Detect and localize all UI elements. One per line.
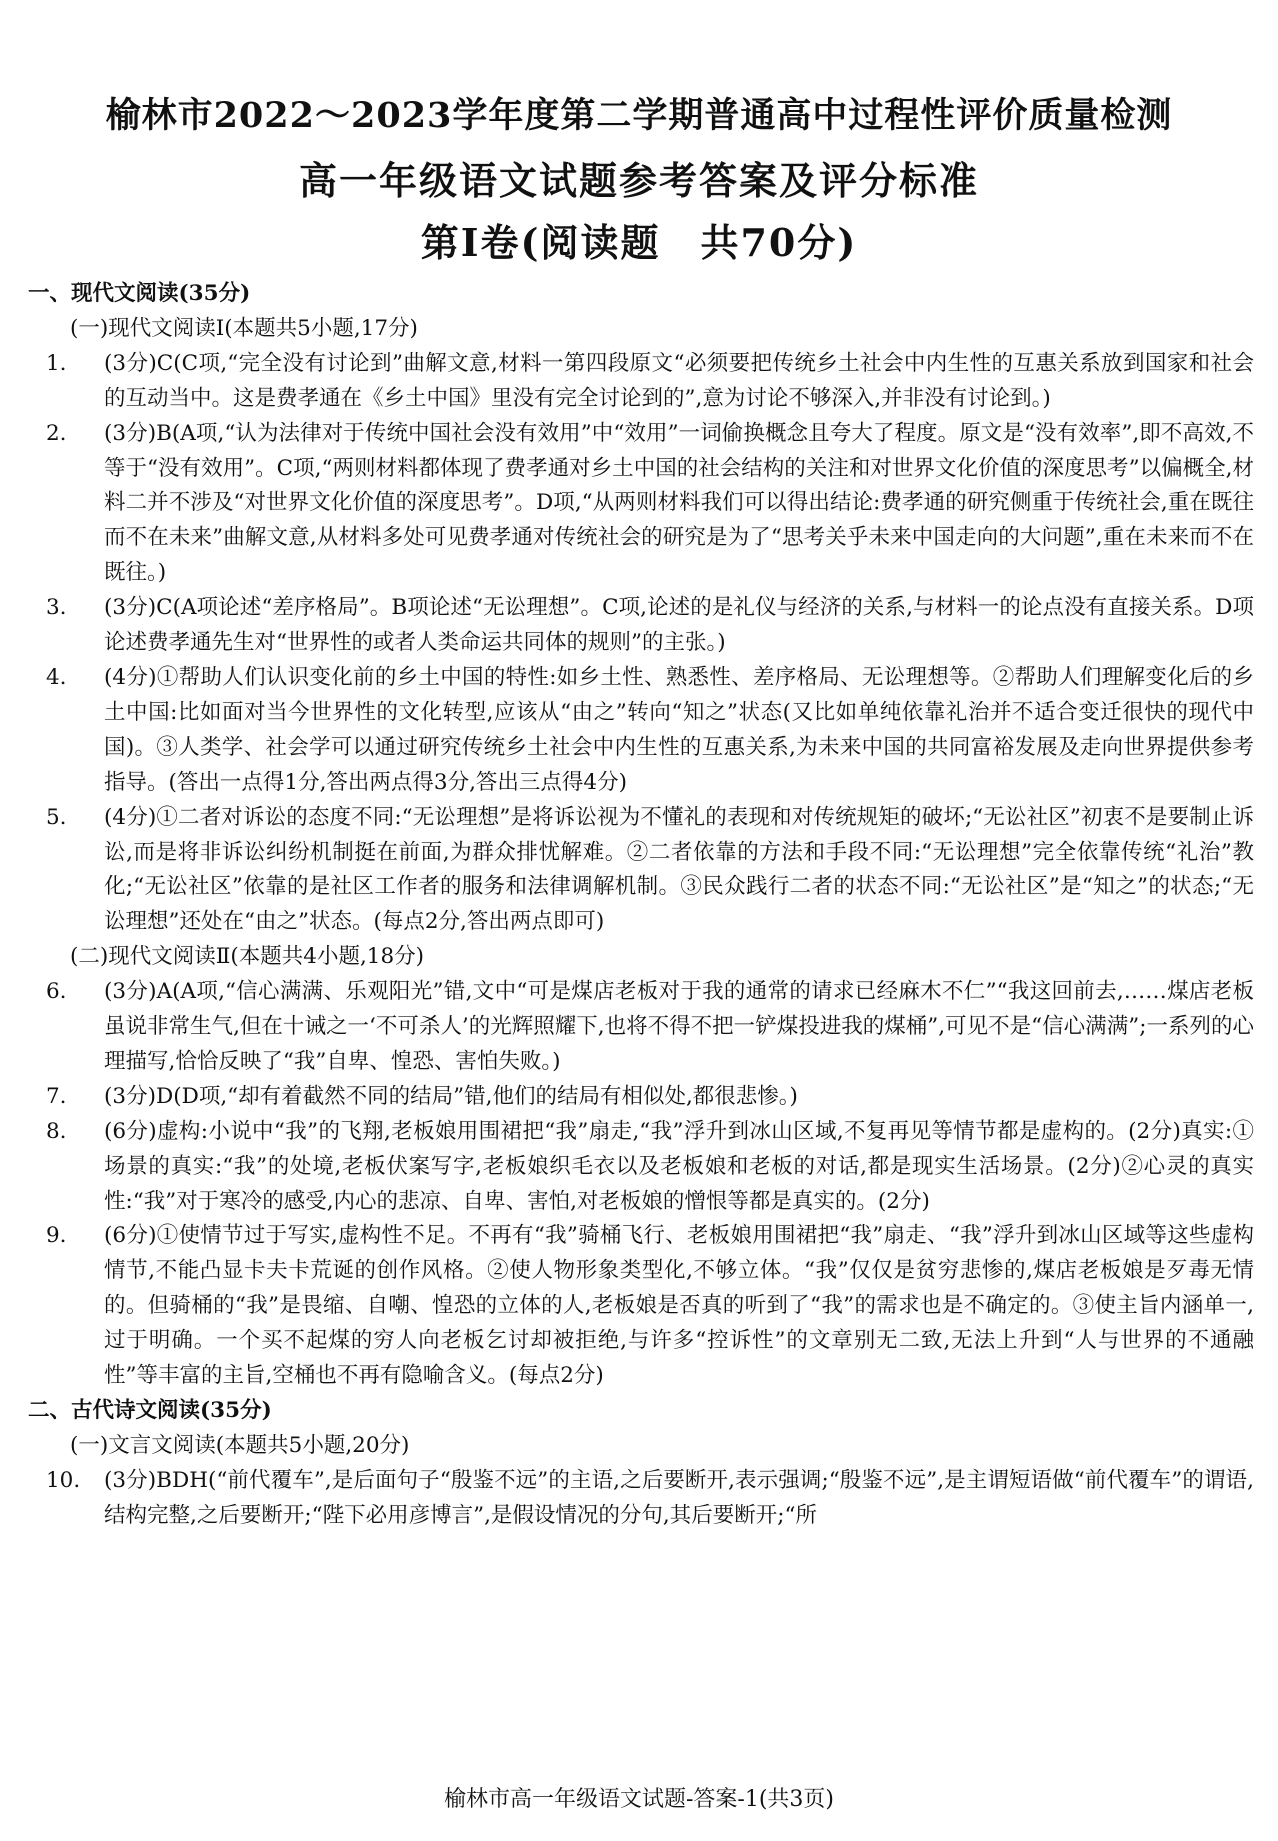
volume-title: 第Ⅰ卷(阅读题 共70分) [420,220,858,265]
question-number: 6. [46,979,67,1005]
answer-text: (3分)D(D项,“却有着截然不同的结局”错,他们的结局有相似处,都很悲惨。) [104,1083,798,1109]
question-number: 1. [46,350,67,376]
subsection-heading-modern-reading-2: (二)现代文阅读Ⅱ(本题共4小题,18分) [70,944,425,970]
question-number: 2. [46,420,67,446]
question-number: 3. [46,595,67,621]
answer-item-1 [28,347,1254,417]
answer-item-5 [28,801,1254,941]
question-number: 7. [46,1083,67,1109]
section-heading-modern-reading: 一、现代文阅读(35分) [28,281,251,306]
answer-item-6 [28,975,1254,1080]
answer-content [28,277,1254,1534]
subsection-heading-classical-prose: (一)文言文阅读(本题共5小题,20分) [70,1432,410,1458]
answer-text: (3分)C(A项论述“差序格局”。B项论述“无讼理想”。C项,论述的是礼仪与经济的关系,与材料一的论点没有直接关系。D项论述费孝通先生对“世界性的或者人类命运共同体的规则”的主张。) [104,595,1254,656]
exam-title: 榆林市2022～2023学年度第二学期普通高中过程性评价质量检测 [105,95,1173,136]
question-number: 8. [46,1118,67,1144]
answer-text: (4分)①二者对诉讼的态度不同:“无讼理想”是将诉讼视为不懂礼的表现和对传统规矩的破坏;“无讼社区”初衷不是要制止诉讼,而是将非诉讼纠纷机制挺在前面,为群众排忧解难。②二者依靠的方法和手段不同:“无讼理想”完全依靠传统“礼治”教化;“无讼社区”依靠的是社区工作者的服务和法律调解机制。③民众践行二者的状态不同:“无讼社区”是“知之”的状态;“无讼理想”还处在“由之”状态。(每点2分,答出两点即可) [104,804,1254,935]
answer-item-2 [28,417,1254,592]
question-number: 5. [46,804,67,830]
answer-item-4 [28,661,1254,801]
question-number: 10. [46,1467,81,1493]
answer-item-3 [28,591,1254,661]
answer-item-9 [28,1219,1254,1394]
answer-text: (3分)A(A项,“信心满满、乐观阳光”错,文中“可是煤店老板对于我的通常的请求已经麻木不仁”“我这回前去,……煤店老板虽说非常生气,但在十诫之一‘不可杀人’的光辉照耀下,也将不得不把一铲煤投进我的煤桶”,可见不是“信心满满”;一系列的心理描写,恰恰反映了“我”自卑、惶恐、害怕失败。) [104,979,1254,1074]
answer-item-10 [28,1464,1254,1534]
answer-item-8 [28,1115,1254,1220]
section-heading-classical-reading: 二、古代诗文阅读(35分) [28,1398,272,1423]
answer-text: (3分)C(C项,“完全没有讨论到”曲解文意,材料一第四段原文“必须要把传统乡土社会中内生性的互惠关系放到国家和社会的互动当中。这是费孝通在《乡土中国》里没有完全讨论到的”,意为讨论不够深入,并非没有讨论到。) [104,350,1254,411]
subsection-heading-modern-reading-1: (一)现代文阅读Ⅰ(本题共5小题,17分) [70,315,418,341]
question-number: 4. [46,664,67,690]
page-footer: 榆林市高一年级语文试题-答案-1(共3页) [443,1787,835,1812]
answer-text: (6分)虚构:小说中“我”的飞翔,老板娘用围裙把“我”扇走,“我”浮升到冰山区域,不复再见等情节都是虚构的。(2分)真实:①场景的真实:“我”的处境,老板伏案写字,老板娘织毛衣以及老板娘和老板的对话,都是现实生活场景。(2分)②心灵的真实性:“我”对于寒冷的感受,内心的悲凉、自卑、害怕,对老板娘的憎恨等都是真实的。(2分) [104,1118,1254,1214]
answer-text: (3分)BDH(“前代覆车”,是后面句子“殷鉴不远”的主语,之后要断开,表示强调;“殷鉴不远”,是主谓短语做“前代覆车”的谓语,结构完整,之后要断开;“陛下必用彦博言”,是假设情况的分句,其后要断开;“所 [104,1467,1254,1528]
question-number: 9. [46,1223,67,1249]
answer-item-7 [28,1080,1254,1115]
answer-text: (4分)①帮助人们认识变化前的乡土中国的特性:如乡土性、熟悉性、差序格局、无讼理想等。②帮助人们理解变化后的乡土中国:比如面对当今世界性的文化转型,应该从“由之”转向“知之”状态(又比如单纯依靠礼治并不适合变迁很快的现代中国)。③人类学、社会学可以通过研究传统乡土社会中内生性的互惠关系,为未来中国的共同富裕发展及走向世界提供参考指导。(答出一点得1分,答出两点得3分,答出三点得4分) [104,664,1254,795]
answer-text: (6分)①使情节过于写实,虚构性不足。不再有“我”骑桶飞行、老板娘用围裙把“我”扇走、“我”浮升到冰山区域等这些虚构情节,不能凸显卡夫卡荒诞的创作风格。②使人物形象类型化,不够立体。“我”仅仅是贫穷悲惨的,煤店老板娘是歹毒无情的。但骑桶的“我”是畏缩、自嘲、惶恐的立体的人,老板娘是否真的听到了“我”的需求也是不确定的。③使主旨内涵单一,过于明确。一个买不起煤的穷人向老板乞讨却被拒绝,与许多“控诉性”的文章别无二致,无法上升到“人与世界的不通融性”等丰富的主旨,空桶也不再有隐喻含义。(每点2分) [104,1223,1254,1389]
document-title: 高一年级语文试题参考答案及评分标准 [298,158,979,203]
answer-text: (3分)B(A项,“认为法律对于传统中国社会没有效用”中“效用”一词偷换概念且夸大了程度。原文是“没有效率”,即不高效,不等于“没有效用”。C项,“两则材料都体现了费孝通对乡土中国的社会结构的关注和对世界文化价值的深度思考”以偏概全,材料二并不涉及“对世界文化价值的深度思考”。D项,“从两则材料我们可以得出结论:费孝通的研究侧重于传统社会,重在既往而不在未来”曲解文意,从材料多处可见费孝通对传统社会的研究是为了“思考关乎未来中国走向的大问题”,重在未来而不在既往。) [104,420,1254,586]
